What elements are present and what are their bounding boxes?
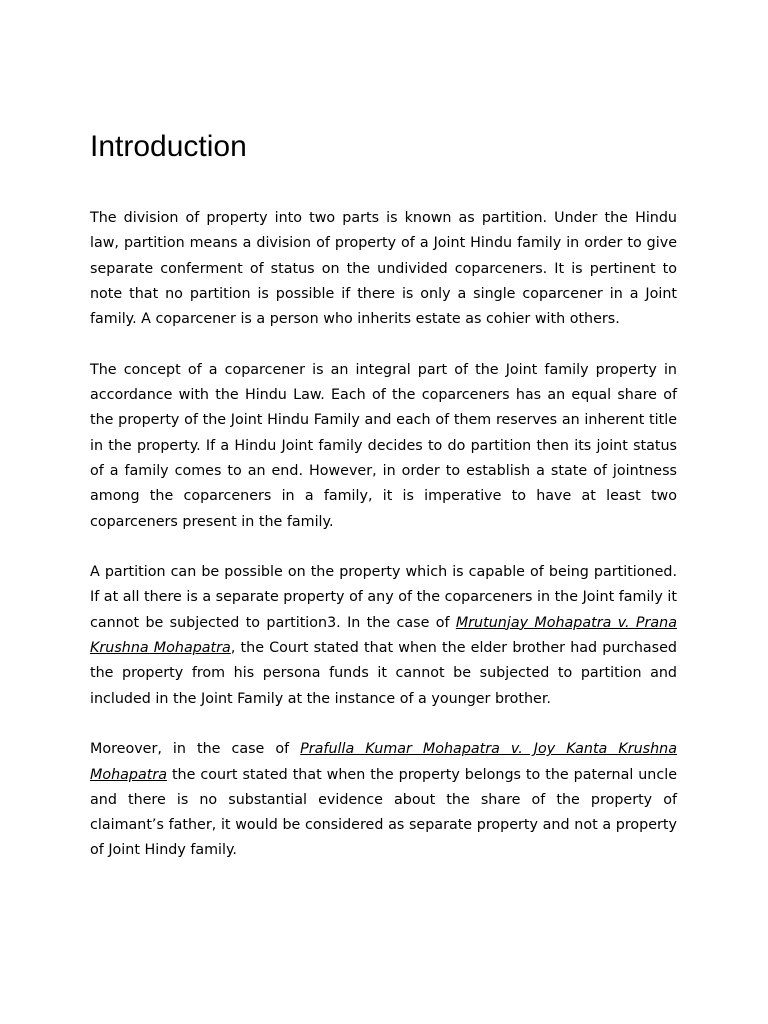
paragraph-partition-definition [90,206,677,332]
paragraph-text: The division of property into two parts is known as partition. Under the Hindu law, partition means a division of property of a Joint Hindu family in order to give separate conferment of status on the undivided coparceners. It is pertinent to note that no partition is possible if there is only a single coparcener in a Joint family. A coparcener is a person who inherits estate as cohier with others. [90,210,677,328]
document-body [90,206,677,889]
paragraph-coparcener-concept [90,358,677,535]
case-citation: Prafulla Kumar Mohapatra v. Joy Kanta Krushna Mohapatra [90,741,677,783]
paragraph-text: the court stated that when the property belongs to the paternal uncle and there is no substantial evidence about the share of the property of claimant’s father, it would be considered as separate property and not a property of Joint Hindy family. [90,766,677,859]
paragraph-text: , the Court stated that when the elder brother had purchased the property from his persona funds it cannot be subjected to partition and included in the Joint Family at the instance of a younger brother. [90,640,677,707]
paragraph-text: The concept of a coparcener is an integral part of the Joint family property in accordance with the Hindu Law. Each of the coparceners has an equal share of the property of the Joint Hindu Family and each of them reserves an inherent title in the property. If a Hindu Joint family decides to do partition then its joint status of a family comes to an end. However, in order to establish a state of jointness among the coparceners in a family, it is imperative to have at least two coparceners present in the family. [90,361,677,530]
paragraph-text: A partition can be possible on the property which is capable of being partitioned. If at all there is a separate property of any of the coparceners in the Joint family it cannot be subjected to partition3. In the case of [90,564,677,631]
paragraph-paternal-uncle-case [90,737,677,863]
case-citation: Mrutunjay Mohapatra v. Prana Krushna Mohapatra [90,614,677,657]
paragraph-text: Moreover, in the case of [90,741,301,758]
page-title: Introduction [90,130,247,163]
paragraph-separate-property [90,560,677,712]
